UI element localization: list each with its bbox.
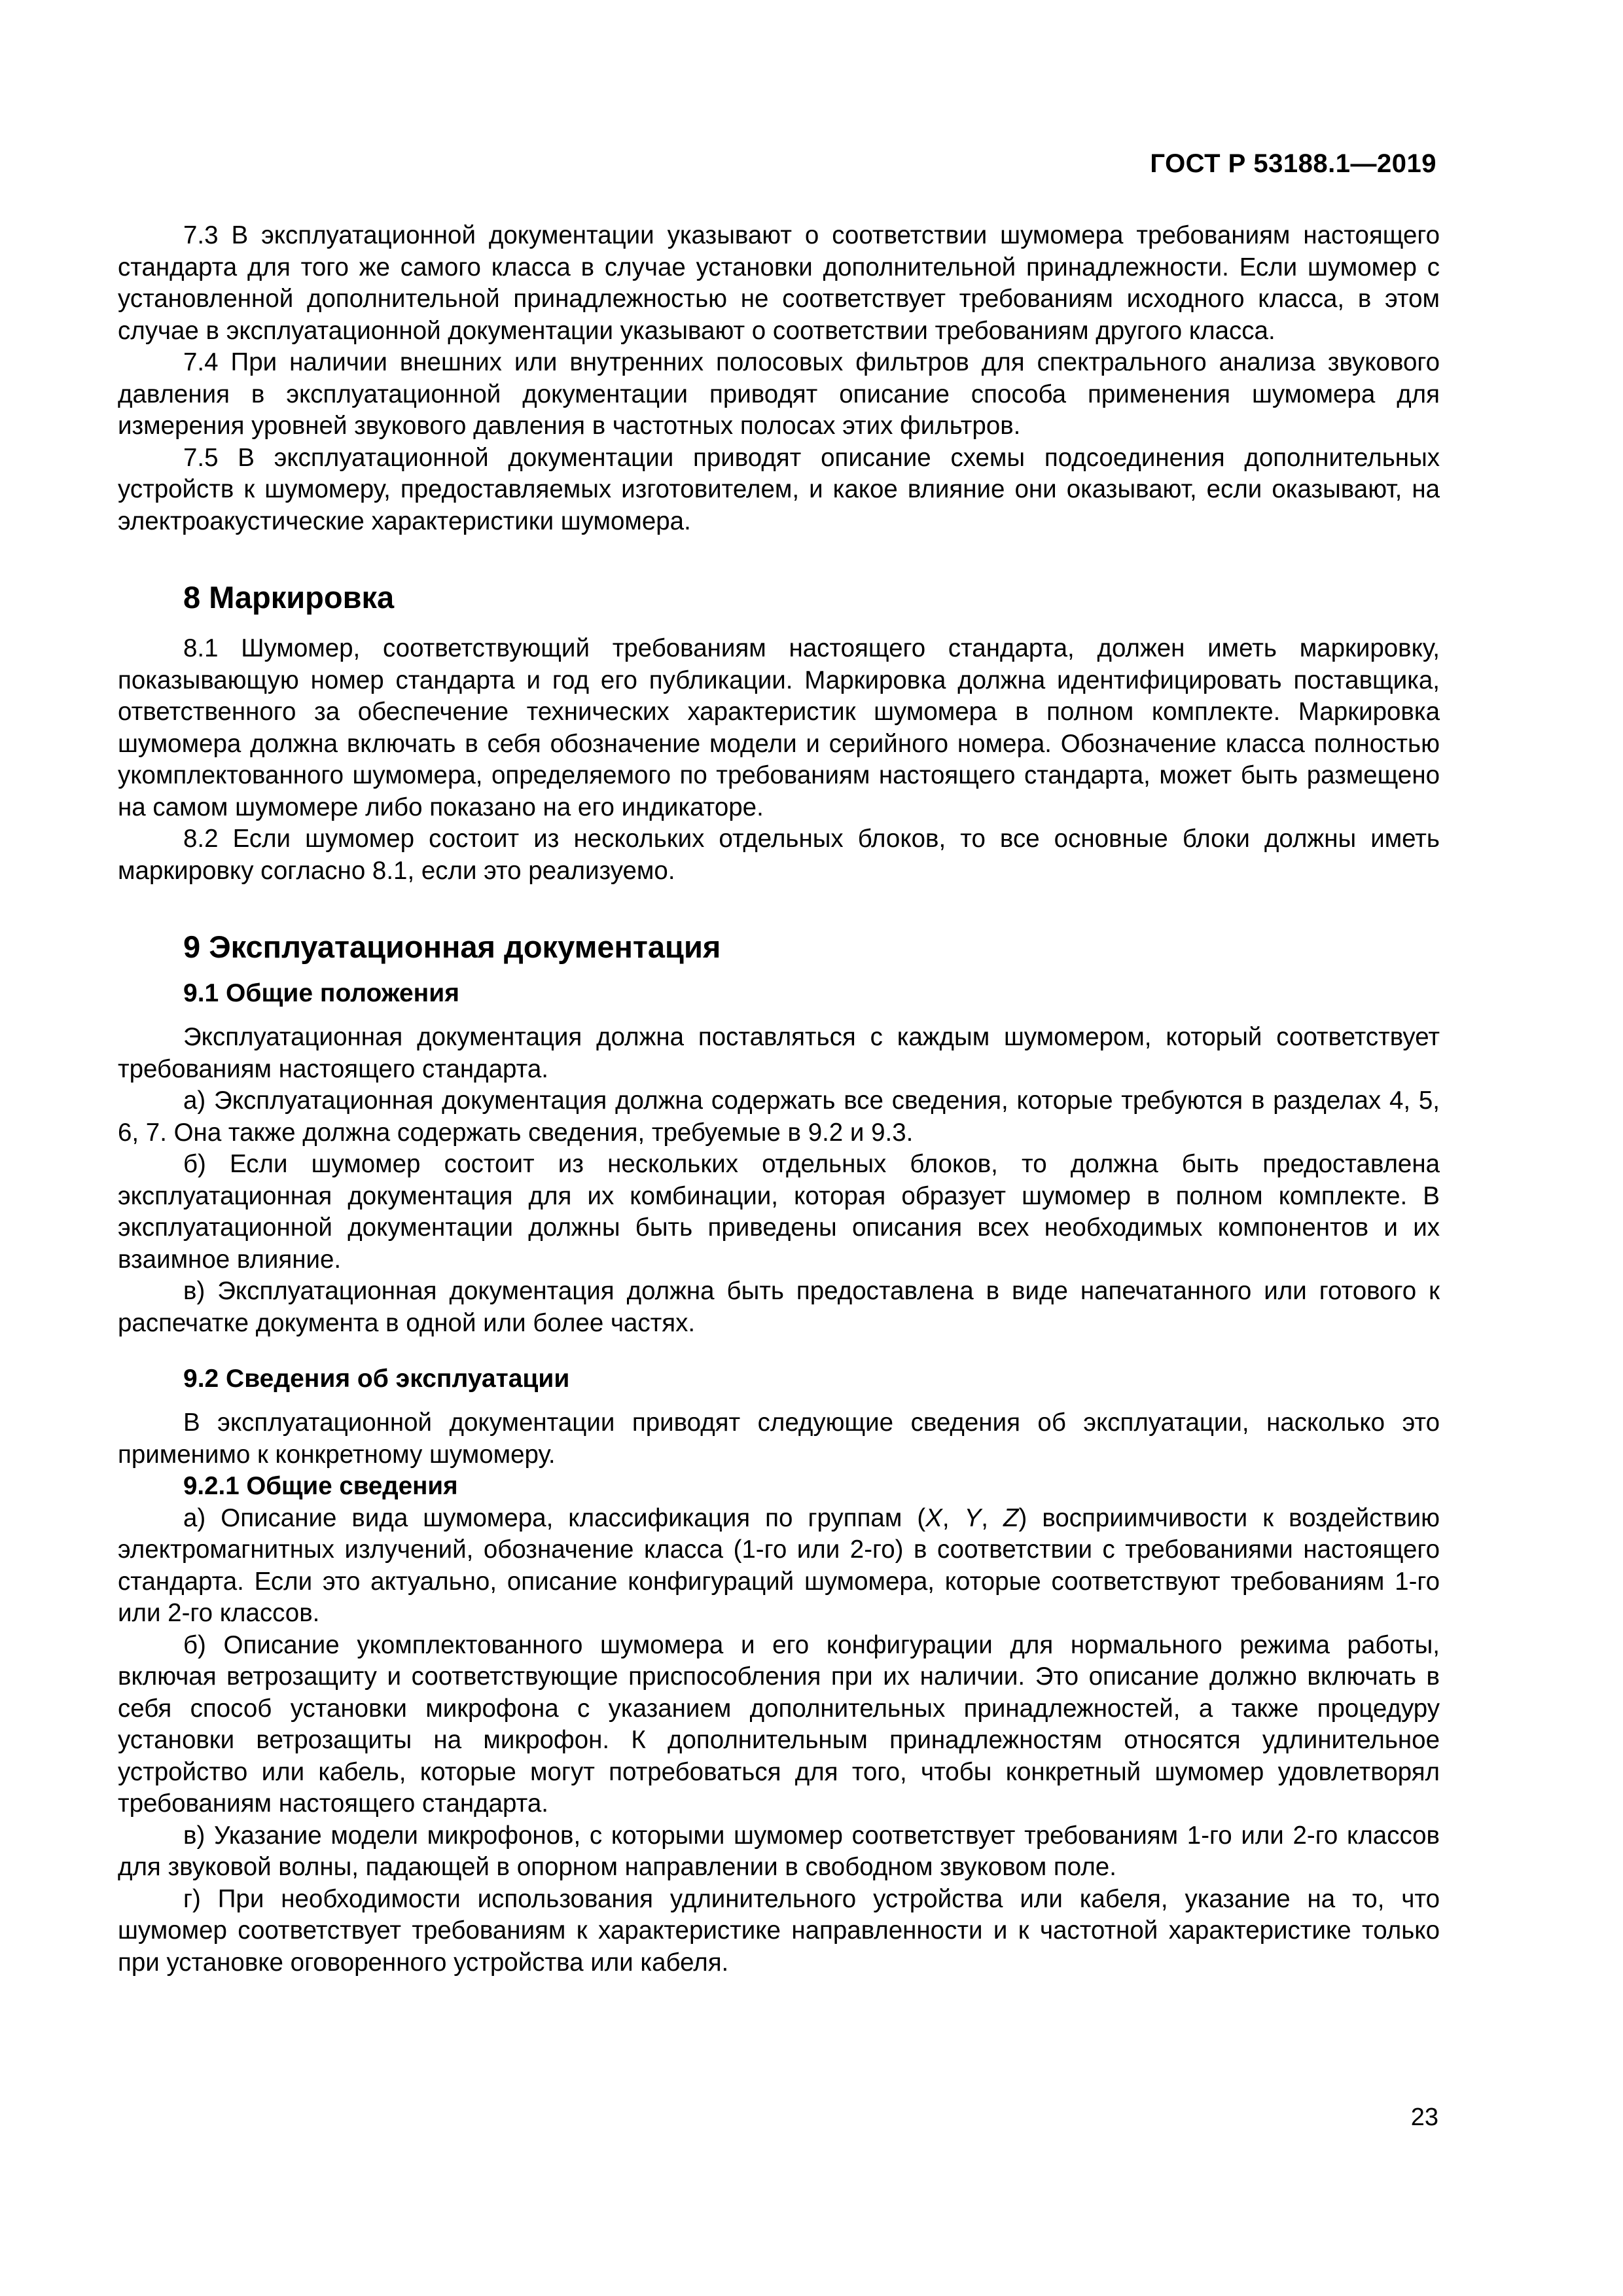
paragraph-9-1-a: а) Эксплуатационная документация должна содержать все сведения, которые требуются в разделах 4, 5, 6, 7. Она также должна содержать сведения, требуемые в 9.2 и 9.3. [118,1086,1440,1147]
paragraph-9-2-1-b: б) Описание укомплектованного шумомера и его конфигурации для нормального режима работы, включая ветрозащиту и соответствующие приспособления при их наличии. Это описание должно включать в себя способ установки микрофона с указанием дополнительных принадлежностей, а также процедуру установки ветрозащиты на микрофон. К дополнительным принадлежностям относятся удлинительное устройство или кабель, которые могут потребоваться для того, чтобы конкретный шумомер удовлетворял требованиям настоящего стандарта. [118,1630,1440,1818]
document-id-header: ГОСТ Р 53188.1—2019 [1150,149,1436,178]
paragraph-9-1-intro: Эксплуатационная документация должна поставляться с каждым шумомером, который соответствует требованиям настоящего стандарта. [118,1023,1440,1083]
subsection-9-1-heading: 9.1 Общие положения [183,979,459,1007]
paragraph-9-2-1-g: г) При необходимости использования удлинительного устройства или кабеля, указание на то, что шумомер соответствует требованиям к характеристике направленности и к частотной характеристике только при установке оговоренного устройства или кабеля. [118,1884,1440,1977]
section-8-heading: 8 Маркировка [183,580,395,615]
paragraph-7-3: 7.3 В эксплуатационной документации указывают о соответствии шумомера требованиям настоящего стандарта для того же самого класса в случае установки дополнительной принадлежности. Если шумомер с установленной дополнительной принадлежностью не соответствует требованиям исходного класса, в этом случае в эксплуатационной документации указывают о соответствии требованиям другого класса. [118,221,1440,345]
paragraph-8-1: 8.1 Шумомер, соответствующий требованиям настоящего стандарта, должен иметь маркировку, показывающую номер стандарта и год его публикации. Маркировка должна идентифицировать поставщика, ответственного за обеспечение технических характеристик шумомера в полном комплекте. Маркировка шумомера должна включать в себя обозначение модели и серийного номера. Обозначение класса полностью укомплектованного шумомера, определяемого по требованиям настоящего стандарта, может быть размещено на самом шумомере либо показано на его индикаторе. [118,634,1440,821]
group-z: Z [1003,1503,1019,1532]
paragraph-9-1-v: в) Эксплуатационная документация должна быть предоставлена в виде напечатанного или готового к распечатке документа в одной или более частях. [118,1277,1440,1337]
group-x: X [925,1503,942,1532]
paragraph-9-2-intro: В эксплуатационной документации приводят следующие сведения об эксплуатации, насколько это применимо к конкретному шумомеру. [118,1408,1440,1469]
section-9-heading: 9 Эксплуатационная документация [183,929,721,964]
separator: , [942,1503,965,1532]
paragraph-7-4: 7.4 При наличии внешних или внутренних полосовых фильтров для спектрального анализа звукового давления в эксплуатационной документации приводят описание способа применения шумомера для измерения уровней звукового давления в частотных полосах этих фильтров. [118,348,1440,440]
separator: , [981,1503,1003,1532]
page-number: 23 [1410,2104,1438,2131]
subsection-9-2-1-heading: 9.2.1 Общие сведения [183,1472,458,1500]
subsection-9-2-heading: 9.2 Сведения об эксплуатации [183,1365,570,1393]
paragraph-8-2: 8.2 Если шумомер состоит из нескольких отдельных блоков, то все основные блоки должны иметь маркировку согласно 8.1, если это реализуемо. [118,825,1440,885]
paragraph-9-1-b: б) Если шумомер состоит из нескольких отдельных блоков, то должна быть предоставлена эксплуатационная документация для их комбинации, которая образует шумомер в полном комплекте. В эксплуатационной документации должны быть приведены описания всех необходимых компонентов и их взаимное влияние. [118,1150,1440,1274]
paragraph-9-2-1-a-post: ) восприимчивости к воздействию электромагнитных излучений, обозначение класса (1-го или 2-го) в соответствии с требованиями настоящего стандарта. Если это актуально, описание конфигураций шумомера, которые соответствуют требованиям 1-го или 2-го классов. [118,1503,1440,1627]
page-content [118,220,1440,1979]
paragraph-7-5: 7.5 В эксплуатационной документации приводят описание схемы подсоединения дополнительных устройств к шумомеру, предоставляемых изготовителем, и какое влияние они оказывают, если оказывают, на электроакустические характеристики шумомера. [118,443,1440,535]
paragraph-9-2-1-v: в) Указание модели микрофонов, с которыми шумомер соответствует требованиям 1-го или 2-го классов для звуковой волны, падающей в опорном направлении в свободном звуковом поле. [118,1821,1440,1881]
group-y: Y [964,1503,982,1532]
paragraph-9-2-1-a [118,1503,1440,1630]
paragraph-9-2-1-a-pre: а) Описание вида шумомера, классификация по группам ( [183,1503,926,1532]
